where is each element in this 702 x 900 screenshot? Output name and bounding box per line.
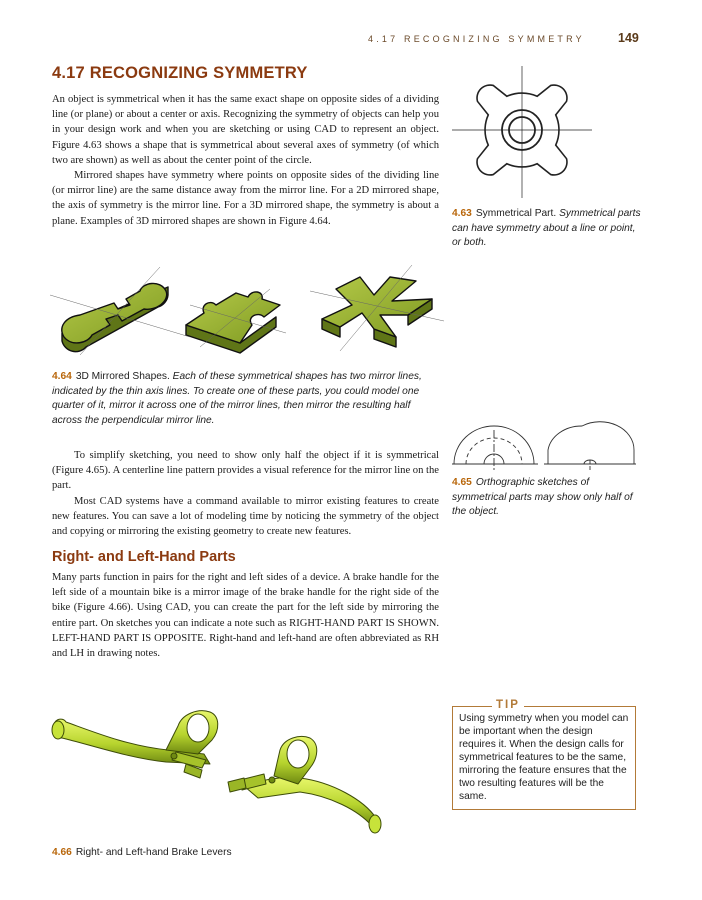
figure-4-63-symmetrical-part (452, 66, 642, 206)
figure-4-63-caption (452, 207, 642, 251)
figure-number: 4.63 (452, 208, 472, 219)
tip-title: TIP (492, 699, 524, 711)
section-title: 4.17 RECOGNIZING SYMMETRY (52, 64, 308, 82)
page-number: 149 (618, 31, 639, 45)
simplify-paragraph-1: To simplify sketching, you need to show only half the object if it is symmetrical (Figure 4.65). A centerline line pattern provides a visual reference for the mirror line on the part. (52, 450, 439, 492)
figure-4-66-caption (52, 846, 352, 861)
figure-number: 4.65 (452, 477, 472, 488)
right-brake-lever (228, 737, 381, 834)
intro-paragraph-2: Mirrored shapes have symmetry where points on opposite sides of the dividing line (or mirror line) are the same distance away from the mirror line. For a 2D mirrored shape, the axis of symmetry is the mirror line. For a 3D mirrored shape, the symmetry is about a plane. Examples of 3D mirrored shapes are shown in Figure 4.64. (52, 170, 439, 227)
figure-description: Each of these symmetrical shapes has two mirror lines, indicated by the thin axis lines. To create one of these parts, you could model one quarter of it, mirror it across one of the mirror lines, then mirror the resulting half across the perpendicular mirror line. (52, 371, 422, 426)
running-head: 4.17 RECOGNIZING SYMMETRY (368, 34, 585, 44)
figure-number: 4.64 (52, 371, 72, 382)
intro-text (52, 92, 439, 229)
mirrored-shape-x (322, 277, 432, 347)
figure-4-64-mirrored-shapes (40, 255, 450, 365)
figure-title: Right- and Left-hand Brake Levers (75, 847, 232, 858)
figure-4-65-caption (452, 476, 642, 520)
simplify-paragraph-2: Most CAD systems have a command available to mirror existing features to create new features. You can save a lot of modeling time by noticing the symmetry of the object and copying or mirroring the existing geometry to create new features. (52, 495, 439, 538)
figure-description: Orthographic sketches of symmetrical parts may show only half of the object. (452, 477, 633, 517)
handed-text (52, 570, 439, 661)
simplify-text (52, 448, 439, 539)
subsection-heading: Right- and Left-Hand Parts (52, 549, 236, 565)
figure-title: Symmetrical Part. (475, 208, 557, 219)
intro-paragraph-1: An object is symmetrical when it has the same exact shape on opposite sides of a dividing line (or plane) or about a center or axis. Recognizing the symmetry of objects can help you in your design work and when you are sketching or using CAD to represent an object. Figure 4.63 shows a shape that is symmetrical about several axes of symmetry (of which two are shown) as well as about the center point of the circle. (52, 94, 439, 166)
figure-4-65-orthographic-sketches (450, 420, 640, 472)
tip-text: Using symmetry when you model can be important when the design requires it. When the design calls for symmetrical features to be the same, mirroring the feature ensures that the two resulting features will be the same. (459, 713, 629, 802)
mirrored-shape-dogbone (62, 283, 168, 351)
handed-paragraph-1: Many parts function in pairs for the right and left sides of a device. A brake handle for the left side of a mountain bike is a mirror image of the brake handle for the right side of the bike (Figure 4.66). Using CAD, you can create the part for the left side by mirroring the entire part. On sketches you can indicate a note such as RIGHT-HAND PART IS SHOWN. LEFT-HAND PART IS OPPOSITE. Right-hand and left-hand are often abbreviated as RH and LH in drawing notes. (52, 572, 439, 660)
figure-number: 4.66 (52, 847, 72, 858)
figure-title: 3D Mirrored Shapes. (75, 371, 170, 382)
figure-description: Symmetrical parts can have symmetry about a line or point, or both. (452, 208, 641, 248)
mirrored-shape-puzzle (186, 292, 280, 353)
figure-4-66-brake-levers (48, 706, 448, 842)
figure-4-64-caption (52, 370, 440, 428)
left-brake-lever (52, 711, 218, 778)
